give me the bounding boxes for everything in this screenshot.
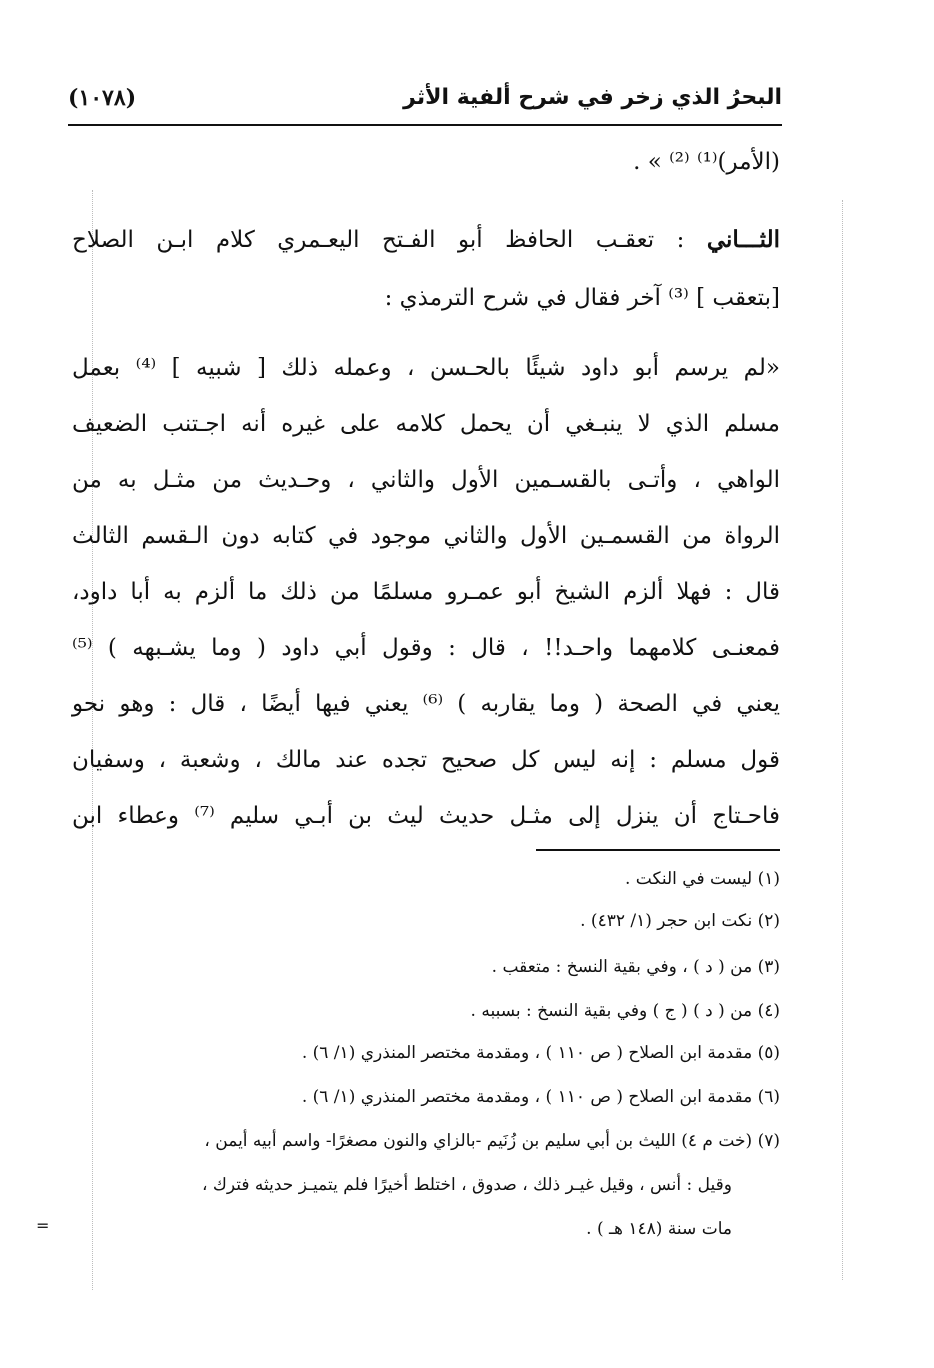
- footnote-1: (١) ليست في النكت .: [624, 869, 780, 889]
- footnote-3: (٣) من ( د ) ، وفي بقية النسخ : متعقب .: [491, 957, 780, 977]
- footnote-5: (٥) مقدمة ابن الصلاح ( ص ١١٠ ) ، ومقدمة مختصر المنذري (١/ ٦) .: [301, 1043, 780, 1063]
- text-line: [بتعقب ] ⁽³⁾ آخر فقال في شرح الترمذي :: [384, 285, 780, 311]
- text-line: فمعنـى كلامهما واحـد!! ، قال : وقول أبي داود ( وما يشـبهه ) ⁽⁵⁾: [72, 635, 780, 661]
- text-line: الواهي ، وأتـى بالقسـمين الأول والثاني ، وحـديث من مثـل به من: [72, 467, 780, 493]
- text-line: فاحـتاج أن ينزل إلى مثـل حديث ليث بن أبـي سليم ⁽⁷⁾ وعطاء ابن: [72, 803, 780, 829]
- footnote-6: (٦) مقدمة ابن الصلاح ( ص ١١٠ ) ، ومقدمة مختصر المنذري (١/ ٦) .: [301, 1087, 780, 1107]
- header-divider: [68, 124, 782, 126]
- page-number: (١٠٧٨): [68, 85, 137, 111]
- footnote-7: (٧) (خت م ٤) الليث بن أبي سليم بن زُنَيم -بالزاي والنون مصغرًا- واسم أبيه أيمن ،: [204, 1131, 780, 1151]
- text-line: مسلم الذي لا ينبـغي أن يحمل كلامه على غيره أنه اجـتنب الضعيف: [72, 411, 780, 437]
- footnote-7-end: مات سنة (١٤٨ هـ ) .: [586, 1219, 732, 1239]
- text-line: (الأمر)⁽¹⁾ ⁽²⁾ » .: [633, 149, 780, 175]
- book-title: البحرُ الذي زخر في شرح ألفية الأثر: [403, 85, 782, 110]
- text-line: قال : فهلا ألزم الشيخ أبو عمـرو مسلمًا من ذلك ما ألزم به أبا داود،: [72, 579, 780, 605]
- section-lead: الثـــاني: [706, 226, 780, 253]
- text-line: الرواة من القسمـين الأول والثاني موجود في كتابه دون الـقسم الثالث: [72, 523, 780, 549]
- text-line: «لم يرسم أبو داود شيئًا بالحـسن ، وعمله ذلك [ شبيه ] ⁽⁴⁾ بعمل: [72, 355, 780, 381]
- running-header: [68, 78, 782, 118]
- section-lead-rest: : تعقـب الحافظ أبو الفـتح اليعـمري كلام ابـن الصلاح: [72, 227, 707, 253]
- footnote-2: (٢) نكت ابن حجر (١/ ٤٣٢) .: [580, 911, 780, 931]
- footnote-divider: [536, 849, 780, 851]
- margin-mark: =: [36, 1216, 50, 1235]
- text-line: [72, 220, 780, 260]
- footnote-7-continued: وقيل : أنس ، وقيل غيـر ذلك ، صدوق ، اختلط أخيرًا فلم يتميـز حديثه فترك ،: [201, 1175, 732, 1195]
- text-line: قول مسلم : إنه ليس كل صحيح تجده عند مالك ، وشعبة ، وسفيان: [72, 747, 780, 773]
- scan-artifact-right: [842, 200, 843, 1280]
- text-line: يعني في الصحة ( وما يقاربه ) ⁽⁶⁾ يعني فيها أيضًا ، قال : وهو نحو: [72, 691, 780, 717]
- footnote-4: (٤) من ( د ) ( ج ) وفي بقية النسخ : بسببه .: [470, 1001, 780, 1021]
